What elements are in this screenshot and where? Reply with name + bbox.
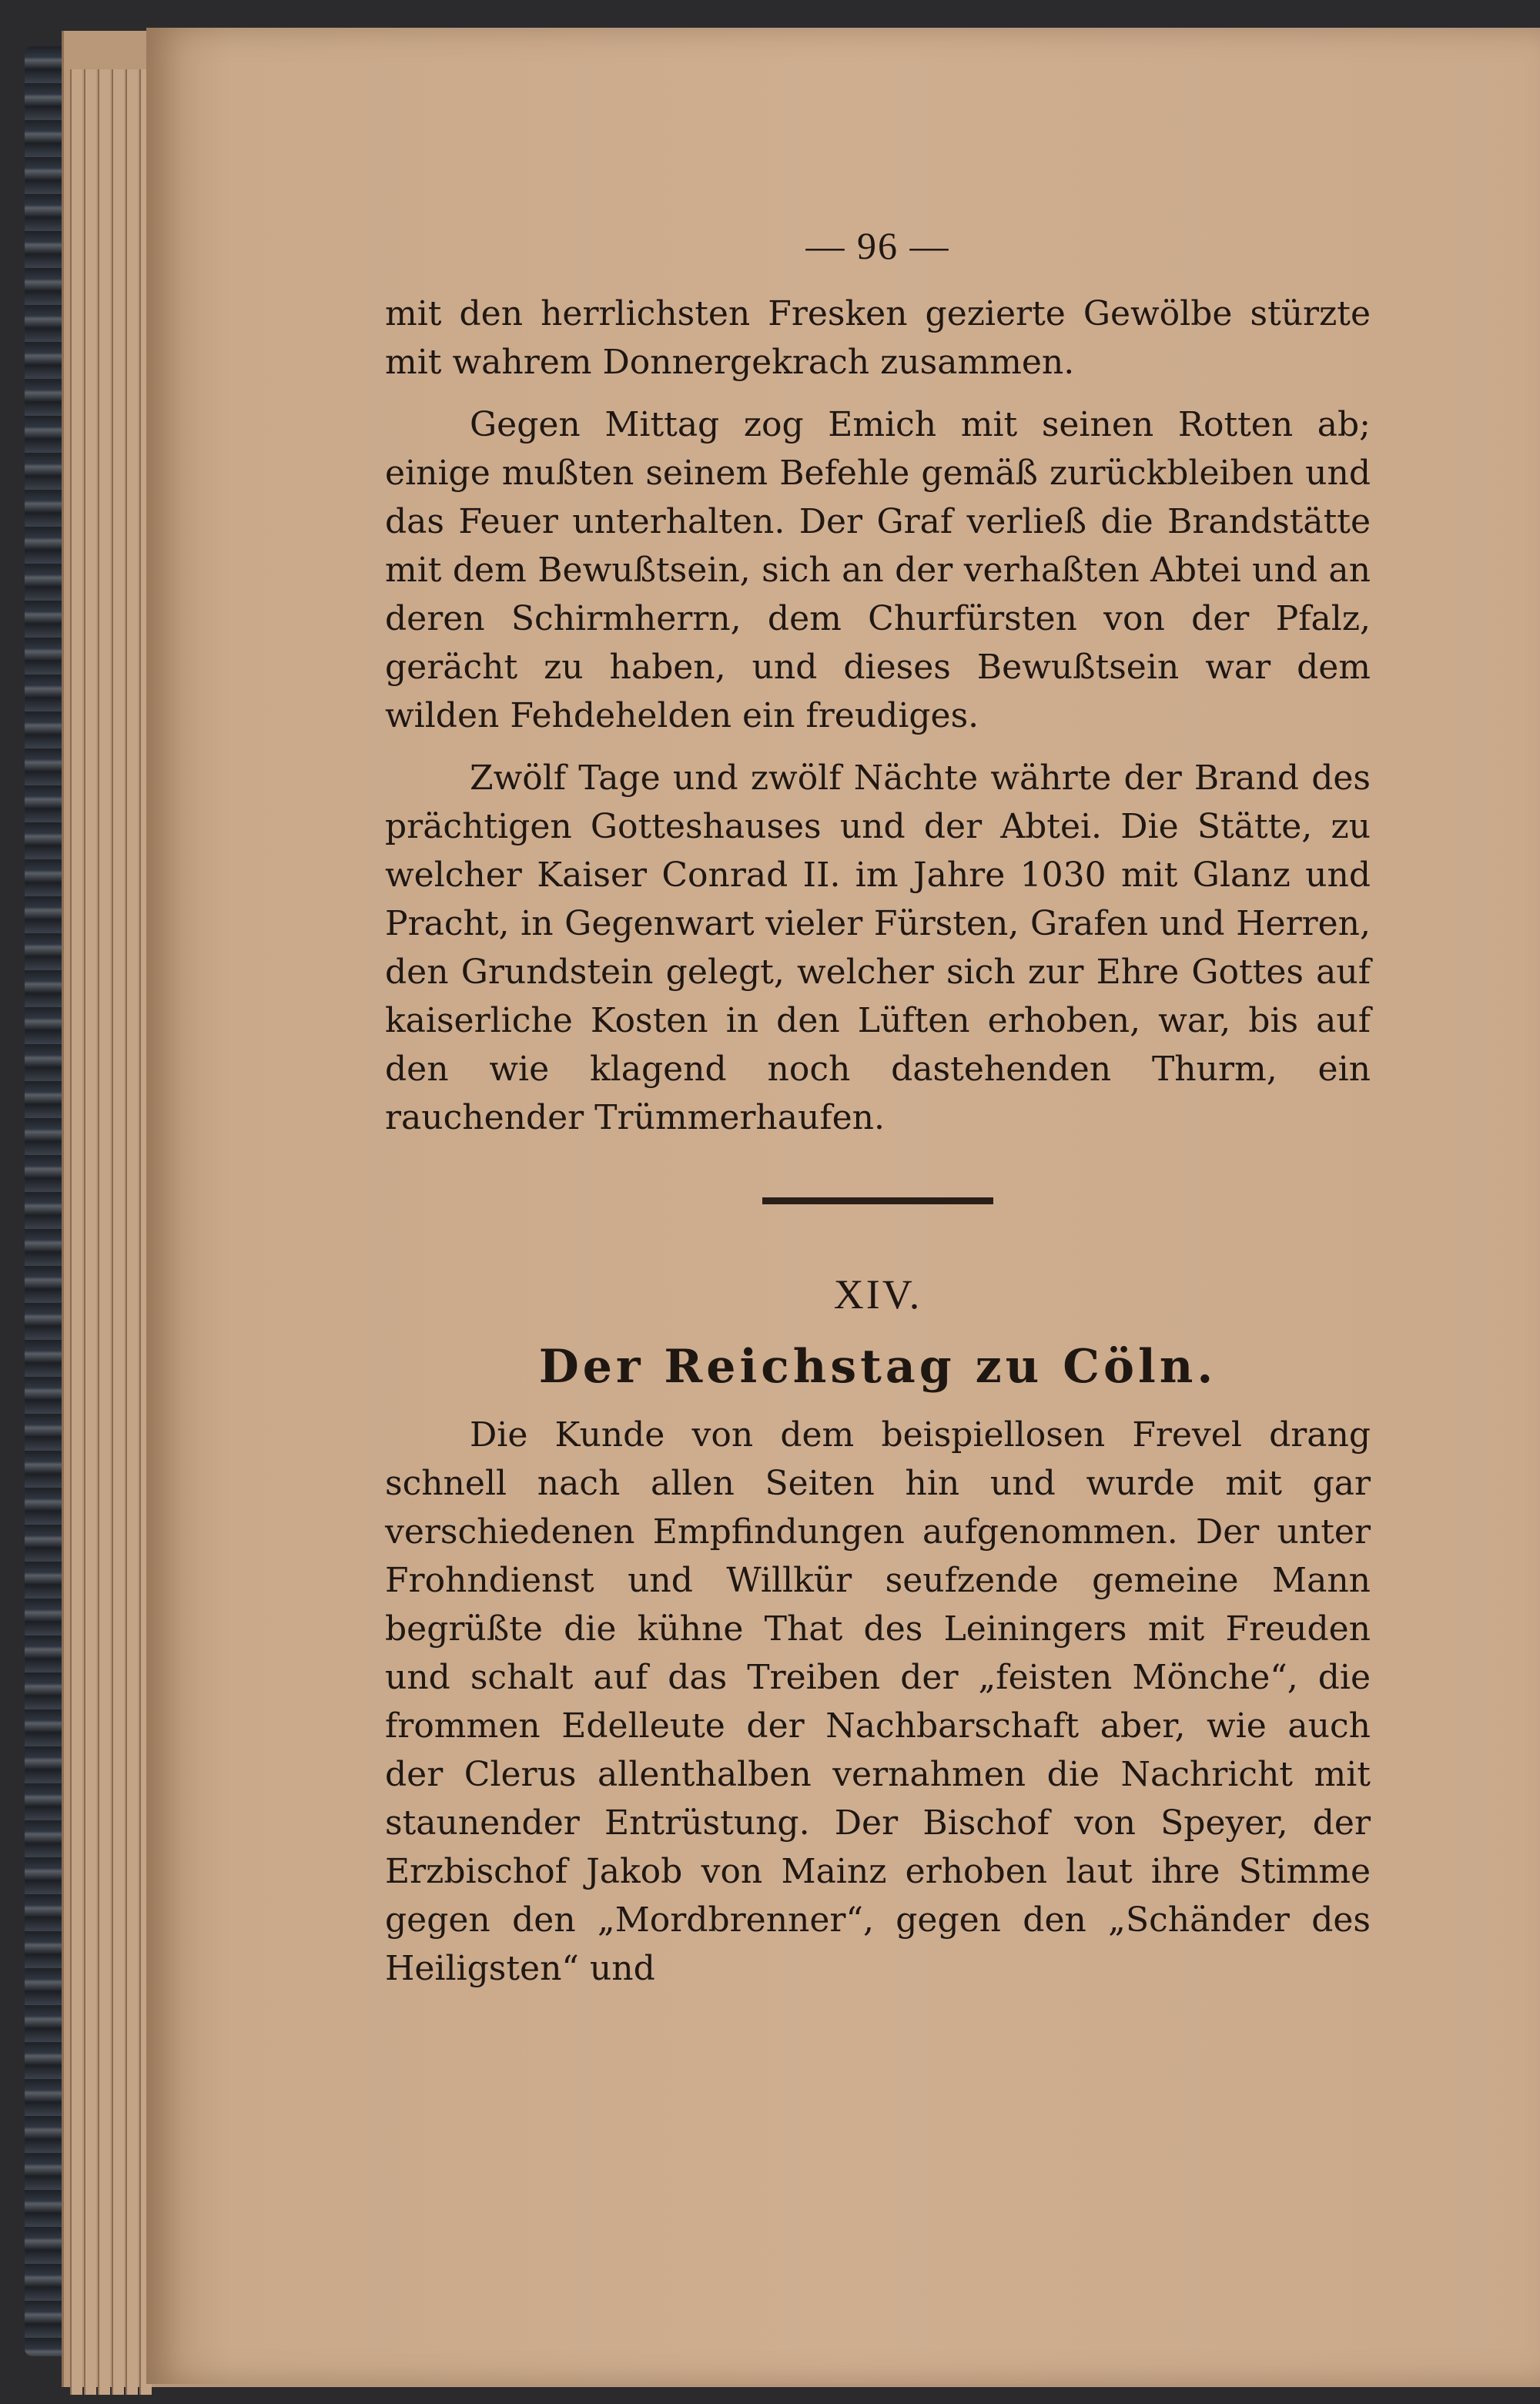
paragraph: mit den herrlichsten Fresken gezierte Gewölbe stürzte mit wahrem Donnergekrach zusammen. xyxy=(385,294,1371,382)
paragraph: Die Kunde von dem beispiellosen Frevel drang schnell nach allen Seiten hin und wurde mit gar verschiedenen Empfindungen aufgenommen. Der unter Frohndienst und Willkür seufzende gemeine Mann begrüßte die kühne That des Leiningers mit Freuden und schalt auf das Treiben der „feisten Mönche“, die frommen Edelleute der Nachbarschaft aber, wie auch der Clerus allenthalben vernahmen die Nachricht mit staunender Entrüstung. Der Bischof von Speyer, der Erzbischof Jakob von Mainz erhoben laut ihre Stimme gegen den „Mordbrenner“, gegen den „Schänder des Heiligsten“ und xyxy=(385,1415,1371,1988)
paragraph: Gegen Mittag zog Emich mit seinen Rotten ab; einige mußten seinem Befehle gemäß zurückbleiben und das Feuer unterhalten. Der Graf verließ die Brandstätte mit dem Bewußtsein, sich an der verhaßten Abtei und an deren Schirmherrn, dem Churfürsten von der Pfalz, gerächt zu haben, und dieses Bewußtsein war dem wilden Fehdehelden ein freudiges. xyxy=(385,405,1371,735)
page-edge xyxy=(84,69,96,2395)
chapter-number: XIV. xyxy=(833,1271,922,1318)
page-number: — 96 — xyxy=(805,224,950,267)
chapter-title: Der Reichstag zu Cöln. xyxy=(538,1340,1217,1394)
page-edge xyxy=(70,69,82,2395)
page-edge xyxy=(126,69,138,2395)
page-content xyxy=(385,223,1371,1993)
page-edge xyxy=(112,69,124,2395)
section-divider xyxy=(762,1197,993,1204)
page-edge xyxy=(98,69,110,2395)
paragraph: Zwölf Tage und zwölf Nächte währte der Brand des prächtigen Gotteshauses und der Abtei. Die Stätte, zu welcher Kaiser Conrad II. im Jahre 1030 mit Glanz und Pracht, in Gegenwart vieler Fürsten, Grafen und Herren, den Grundstein gelegt, welcher sich zur Ehre Gottes auf kaiserliche Kosten in den Lüften erhoben, war, bis auf den wie klagend noch dastehenden Thurm, ein rauchender Trümmerhaufen. xyxy=(385,758,1371,1137)
